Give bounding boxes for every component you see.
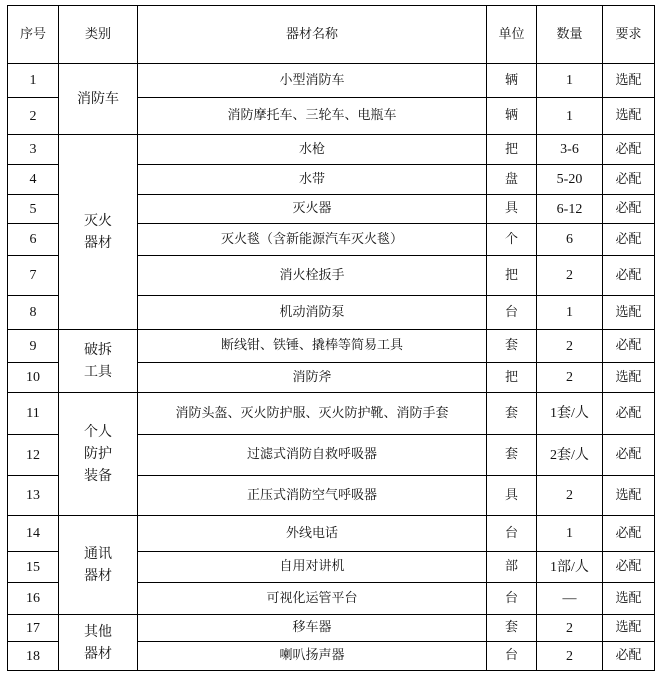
category-cell	[59, 393, 138, 516]
quantity: —	[537, 583, 603, 615]
category-label-line: 灭火	[84, 213, 112, 229]
requirement: 选配	[603, 363, 655, 393]
category-label-line: 通讯	[84, 546, 112, 562]
row-index: 4	[8, 165, 59, 195]
unit: 盘	[487, 165, 537, 195]
equipment-name: 消火栓扳手	[138, 256, 487, 296]
table-row	[8, 135, 655, 165]
equipment-name: 灭火器	[138, 195, 487, 224]
equipment-name: 小型消防车	[138, 64, 487, 98]
quantity: 2	[537, 363, 603, 393]
quantity: 2	[537, 476, 603, 516]
equipment-name: 移车器	[138, 615, 487, 642]
quantity: 1	[537, 296, 603, 330]
category-label-line: 装备	[84, 468, 112, 484]
equipment-name: 机动消防泵	[138, 296, 487, 330]
equipment-name: 消防摩托车、三轮车、电瓶车	[138, 98, 487, 135]
category-cell	[59, 615, 138, 671]
unit: 部	[487, 552, 537, 583]
unit: 辆	[487, 64, 537, 98]
table-row	[8, 516, 655, 552]
row-index: 15	[8, 552, 59, 583]
unit: 把	[487, 256, 537, 296]
unit: 台	[487, 296, 537, 330]
table-row	[8, 64, 655, 98]
requirement: 必配	[603, 224, 655, 256]
header-category: 类别	[59, 6, 138, 64]
unit: 把	[487, 363, 537, 393]
unit: 台	[487, 516, 537, 552]
row-index: 16	[8, 583, 59, 615]
requirement: 必配	[603, 435, 655, 476]
equipment-name: 过滤式消防自救呼吸器	[138, 435, 487, 476]
quantity: 5-20	[537, 165, 603, 195]
unit: 具	[487, 195, 537, 224]
category-cell	[59, 516, 138, 615]
requirement: 选配	[603, 476, 655, 516]
category-label-line: 器材	[84, 235, 112, 251]
equipment-name: 水枪	[138, 135, 487, 165]
quantity: 1	[537, 98, 603, 135]
requirement: 必配	[603, 516, 655, 552]
row-index: 6	[8, 224, 59, 256]
category-label-line: 个人	[84, 424, 112, 440]
category-label-line: 消防车	[77, 91, 119, 107]
equipment-name: 可视化运管平台	[138, 583, 487, 615]
table-row	[8, 393, 655, 435]
requirement: 必配	[603, 552, 655, 583]
row-index: 13	[8, 476, 59, 516]
quantity: 1	[537, 64, 603, 98]
requirement: 必配	[603, 330, 655, 363]
unit: 台	[487, 642, 537, 671]
row-index: 9	[8, 330, 59, 363]
row-index: 8	[8, 296, 59, 330]
equipment-name: 灭火毯（含新能源汽车灭火毯）	[138, 224, 487, 256]
equipment-name: 消防头盔、灭火防护服、灭火防护靴、消防手套	[138, 393, 487, 435]
row-index: 18	[8, 642, 59, 671]
quantity: 3-6	[537, 135, 603, 165]
requirement: 必配	[603, 195, 655, 224]
header-index: 序号	[8, 6, 59, 64]
quantity: 2	[537, 642, 603, 671]
row-index: 7	[8, 256, 59, 296]
equipment-name: 自用对讲机	[138, 552, 487, 583]
header-unit: 单位	[487, 6, 537, 64]
equipment-name: 消防斧	[138, 363, 487, 393]
category-label-line: 防护	[84, 446, 112, 462]
unit: 辆	[487, 98, 537, 135]
equipment-name: 正压式消防空气呼吸器	[138, 476, 487, 516]
requirement: 必配	[603, 393, 655, 435]
row-index: 5	[8, 195, 59, 224]
unit: 把	[487, 135, 537, 165]
category-cell	[59, 64, 138, 135]
quantity: 2	[537, 615, 603, 642]
quantity: 6-12	[537, 195, 603, 224]
requirement: 选配	[603, 296, 655, 330]
row-index: 11	[8, 393, 59, 435]
header-requirement: 要求	[603, 6, 655, 64]
requirement: 必配	[603, 165, 655, 195]
unit: 台	[487, 583, 537, 615]
unit: 具	[487, 476, 537, 516]
unit: 套	[487, 330, 537, 363]
unit: 个	[487, 224, 537, 256]
equipment-name: 外线电话	[138, 516, 487, 552]
requirement: 必配	[603, 256, 655, 296]
unit: 套	[487, 615, 537, 642]
quantity: 2	[537, 330, 603, 363]
table-row	[8, 615, 655, 642]
row-index: 17	[8, 615, 59, 642]
category-label-line: 工具	[84, 364, 112, 380]
quantity: 2套/人	[537, 435, 603, 476]
category-cell	[59, 330, 138, 393]
equipment-name: 水带	[138, 165, 487, 195]
quantity: 2	[537, 256, 603, 296]
equipment-name: 断线钳、铁锤、撬棒等简易工具	[138, 330, 487, 363]
category-label-line: 器材	[84, 568, 112, 584]
equipment-table	[7, 5, 654, 671]
requirement: 选配	[603, 615, 655, 642]
quantity: 1套/人	[537, 393, 603, 435]
requirement: 必配	[603, 642, 655, 671]
quantity: 1	[537, 516, 603, 552]
requirement: 选配	[603, 64, 655, 98]
requirement: 必配	[603, 135, 655, 165]
category-label-line: 其他	[84, 623, 112, 640]
equipment-table-grid	[7, 5, 655, 671]
unit: 套	[487, 435, 537, 476]
row-index: 12	[8, 435, 59, 476]
header-name: 器材名称	[138, 6, 487, 64]
quantity: 1部/人	[537, 552, 603, 583]
requirement: 选配	[603, 98, 655, 135]
category-cell	[59, 135, 138, 330]
header-row	[8, 6, 655, 64]
equipment-name: 喇叭扬声器	[138, 642, 487, 671]
row-index: 2	[8, 98, 59, 135]
table-row	[8, 330, 655, 363]
category-label-line: 破拆	[84, 342, 112, 358]
requirement: 选配	[603, 583, 655, 615]
row-index: 14	[8, 516, 59, 552]
unit: 套	[487, 393, 537, 435]
row-index: 1	[8, 64, 59, 98]
row-index: 3	[8, 135, 59, 165]
header-quantity: 数量	[537, 6, 603, 64]
quantity: 6	[537, 224, 603, 256]
category-label-line: 器材	[84, 645, 112, 662]
row-index: 10	[8, 363, 59, 393]
